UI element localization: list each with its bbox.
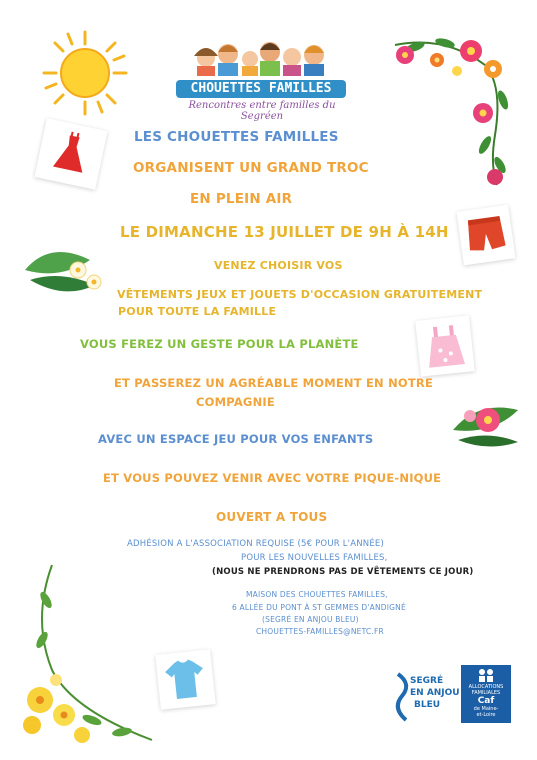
text-nouvelles-familles: POUR LES NOUVELLES FAMILLES, — [241, 553, 388, 563]
yellow-flowers-icon — [12, 560, 162, 750]
dress-icon — [34, 118, 107, 190]
text-pique-nique: ET VOUS POUVEZ VENIR AVEC VOTRE PIQUE-NIQUE — [103, 471, 442, 485]
shorts-icon — [456, 205, 515, 266]
sun-icon — [42, 30, 128, 116]
text-note-vetements: (NOUS NE PRENDRONS PAS DE VÊTEMENTS CE JOUR) — [212, 567, 474, 577]
text-geste: VOUS FEREZ UN GESTE POUR LA PLANÈTE — [80, 337, 359, 351]
flower-garland-icon — [385, 25, 525, 190]
segre-text-2: EN ANJOU — [410, 688, 460, 698]
event-organizer: LES CHOUETTES FAMILLES — [134, 129, 339, 145]
segre-text-1: SEGRÉ — [410, 676, 444, 686]
caf-text-2: FAMILIALES — [471, 690, 501, 696]
event-location: EN PLEIN AIR — [190, 191, 293, 207]
text-compagnie: COMPAGNIE — [196, 395, 275, 409]
hibiscus-icon — [448, 390, 523, 452]
caf-text-5: et-Loire — [476, 712, 496, 718]
logo-banner: CHOUETTES FAMILLES — [176, 80, 346, 98]
caf-text-3: Caf — [477, 696, 495, 706]
segre-en-anjou-logo — [392, 670, 460, 722]
text-ouvert: OUVERT A TOUS — [216, 510, 328, 524]
caf-logo — [461, 665, 511, 723]
caf-text-4: de Maine- — [473, 706, 499, 712]
event-date: LE DIMANCHE 13 JUILLET DE 9H À 14H — [120, 223, 449, 241]
tshirt-icon — [155, 649, 215, 709]
family-illustration-icon — [188, 38, 338, 76]
address-street: 6 ALLÉE DU PONT À ST GEMMES D'ANDIGNÉ — [232, 603, 406, 612]
pink-overall-card — [415, 315, 475, 376]
text-espace-jeu: AVEC UN ESPACE JEU POUR VOS ENFANTS — [98, 432, 374, 446]
event-title: ORGANISENT UN GRAND TROC — [133, 160, 369, 176]
text-passerez: ET PASSEREZ UN AGRÉABLE MOMENT EN NOTRE — [114, 376, 434, 390]
text-adhesion: ADHÉSION A L'ASSOCIATION REQUISE (5€ POUR L'ANNÉE) — [127, 539, 385, 549]
text-venez: VENEZ CHOISIR VOS — [214, 259, 343, 272]
caf-family-icon — [476, 668, 496, 682]
segre-text-3: BLEU — [414, 700, 441, 710]
text-vetements: VÊTEMENTS JEUX ET JOUETS D'OCCASION GRATUITEMENT — [117, 288, 483, 301]
logo-tagline: Rencontres entre familles du Segréen — [188, 100, 336, 122]
tshirt-card — [155, 649, 215, 709]
caf-text-1: ALLOCATIONS — [468, 684, 504, 690]
dress-card — [34, 118, 107, 190]
text-famille: POUR TOUTE LA FAMILLE — [118, 305, 277, 318]
shorts-card — [456, 205, 515, 266]
address-city: (SEGRÉ EN ANJOU BLEU) — [262, 615, 359, 624]
pink-overall-icon — [415, 315, 475, 376]
tropical-leaves-icon — [20, 240, 110, 302]
address-name: MAISON DES CHOUETTES FAMILLES, — [246, 590, 388, 599]
contact-email: CHOUETTES-FAMILLES@NETC.FR — [256, 627, 384, 636]
